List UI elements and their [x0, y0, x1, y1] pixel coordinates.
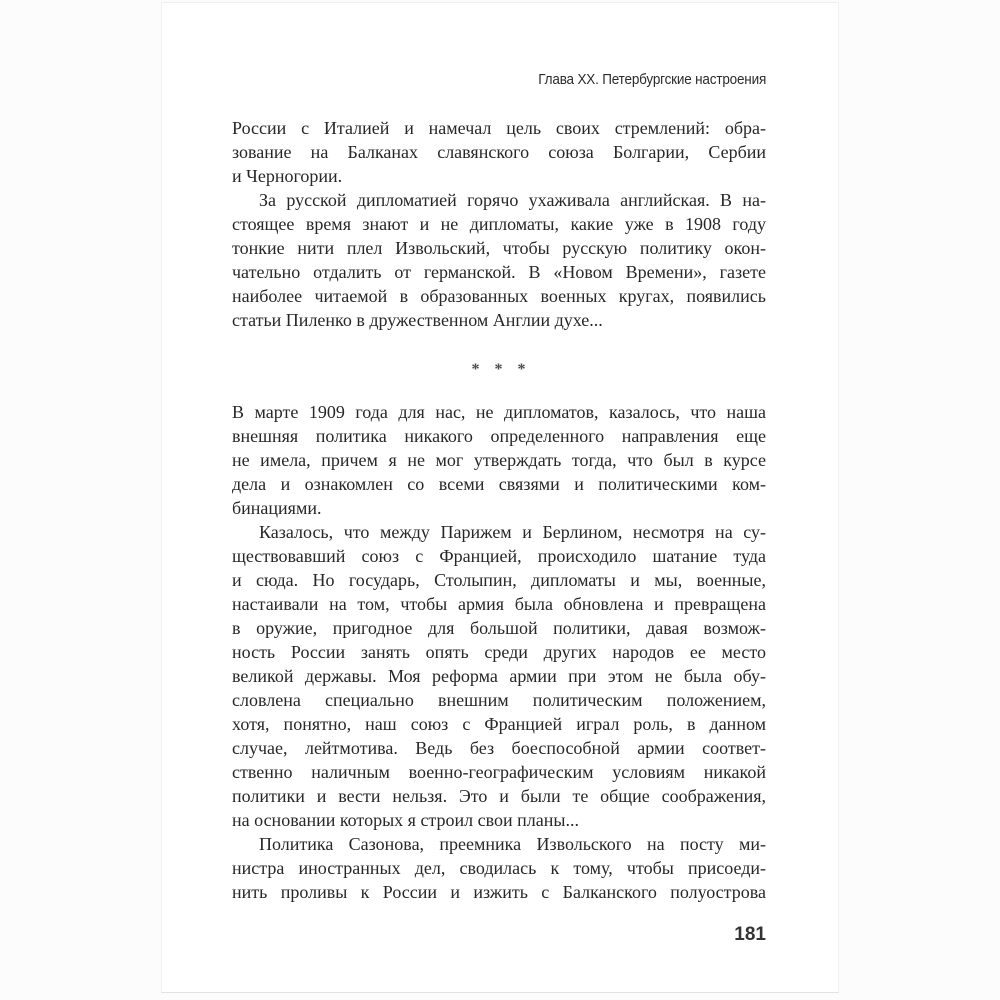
text-line: не имела, причем я не мог утверждать тогда, что был в курсе: [232, 450, 766, 470]
text-line: дела и ознакомлен со всеми связями и политическими ком-: [232, 474, 766, 494]
text-line: Казалось, что между Парижем и Берлином, несмотря на су-: [259, 522, 766, 542]
text-line: ществовавший союз с Францией, происходило шатание туда: [232, 546, 766, 566]
text-line: словлена специально внешним политическим положением,: [232, 690, 766, 710]
text-line: настаивали на том, чтобы армия была обновлена и превращена: [232, 594, 766, 614]
book-page: [161, 2, 839, 993]
text-line: тонкие нити плел Извольский, чтобы русскую политику окон-: [232, 238, 766, 258]
text-line: бинациями.: [232, 498, 322, 518]
paragraph: [232, 832, 766, 904]
paragraph: [232, 116, 766, 188]
page-number: 181: [734, 924, 766, 945]
paragraph: [232, 188, 766, 332]
text-line: внешняя политика никакого определенного направления еще: [232, 426, 766, 446]
text-line: великой державы. Моя реформа армии при этом не была обу-: [232, 666, 766, 686]
page-body: [232, 116, 766, 904]
text-line: ственно наличным военно-географическим условиям никакой: [232, 762, 766, 782]
text-line: случае, лейтмотива. Ведь без боеспособной армии соответ-: [232, 738, 766, 758]
section-break-asterisks: * * *: [471, 361, 527, 378]
text-line: нить проливы к России и изжить с Балканского полуострова: [232, 882, 766, 902]
running-head-row: [232, 71, 766, 89]
text-line: нистра иностранных дел, сводилась к тому, чтобы присоеди-: [232, 858, 766, 878]
text-line: России с Италией и намечал цель своих стремлений: обра-: [232, 118, 766, 138]
chapter-running-head: Глава XX. Петербургские настроения: [538, 71, 766, 88]
text-line: наиболее читаемой в образованных военных кругах, появились: [232, 286, 766, 306]
text-line: За русской дипломатией горячо ухаживала английская. В на-: [259, 190, 766, 210]
text-line: зование на Балканах славянского союза Болгарии, Сербии: [232, 142, 766, 162]
text-line: В марте 1909 года для нас, не дипломатов, казалось, что наша: [232, 402, 766, 422]
text-line: чательно отдалить от германской. В «Новом Времени», газете: [232, 262, 766, 282]
text-line: в оружие, пригодное для большой политики, давая возмож-: [232, 618, 766, 638]
text-line: хотя, понятно, наш союз с Францией играл роль, в данном: [232, 714, 766, 734]
text-line: и Черногории.: [232, 166, 343, 186]
paragraph: [232, 520, 766, 832]
text-line: статьи Пиленко в дружественном Англии духе...: [232, 310, 603, 330]
text-line: политики и вести нельзя. Это и были те общие соображения,: [232, 786, 766, 806]
text-line: стоящее время знают и не дипломаты, какие уже в 1908 году: [232, 214, 766, 234]
text-line: на основании которых я строил свои планы...: [232, 810, 579, 830]
text-line: и сюда. Но государь, Столыпин, дипломаты и мы, военные,: [232, 570, 766, 590]
text-line: Политика Сазонова, преемника Извольского на посту ми-: [259, 834, 766, 854]
paragraph: [232, 400, 766, 520]
text-line: ность России занять опять среди других народов ее место: [232, 642, 766, 662]
